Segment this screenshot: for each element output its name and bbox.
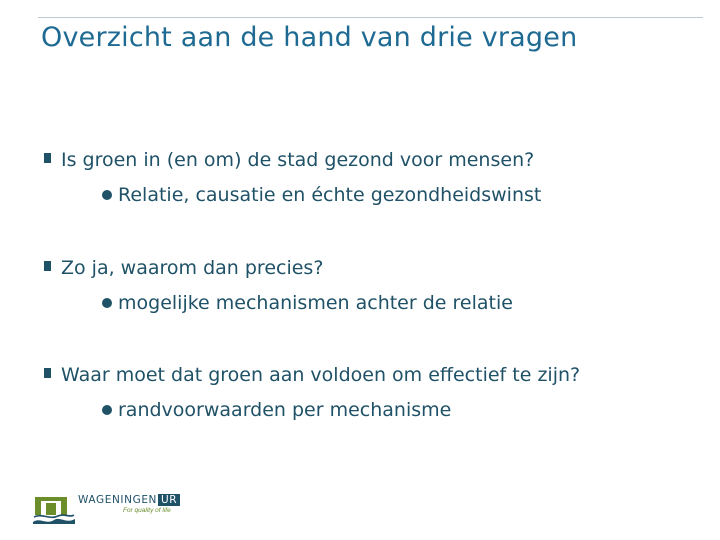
bullet-item xyxy=(44,146,704,174)
sub-bullet-item xyxy=(102,181,704,209)
square-bullet-icon xyxy=(44,261,51,271)
logo-wordmark xyxy=(76,494,220,506)
bullet-item xyxy=(44,361,704,389)
dot-bullet-icon xyxy=(102,190,112,200)
bullet-list xyxy=(44,146,704,469)
bullet-group-2 xyxy=(44,254,704,317)
sub-bullet-text: mogelijke mechanismen achter de relatie xyxy=(118,292,513,314)
logo-mark-icon xyxy=(32,493,76,525)
slide-title: Overzicht aan de hand van drie vragen xyxy=(41,22,578,53)
logo-tagline: For quality of life xyxy=(123,507,171,514)
sub-bullet-item xyxy=(102,289,704,317)
dot-bullet-icon xyxy=(102,298,112,308)
title-divider xyxy=(38,17,703,18)
sub-bullet-text: Relatie, causatie en échte gezondheidswinst xyxy=(118,184,542,206)
bullet-text: Zo ja, waarom dan precies? xyxy=(61,257,324,279)
logo-word-ur: UR xyxy=(158,494,180,506)
dot-bullet-icon xyxy=(102,405,112,415)
sub-bullet-text: randvoorwaarden per mechanisme xyxy=(118,399,452,421)
wageningen-ur-logo xyxy=(32,493,222,529)
sub-bullet-item xyxy=(102,396,704,424)
logo-word-wageningen: WAGENINGEN xyxy=(78,494,158,506)
bullet-text: Is groen in (en om) de stad gezond voor mensen? xyxy=(61,149,535,171)
bullet-group-1 xyxy=(44,146,704,209)
bullet-group-3 xyxy=(44,361,704,424)
square-bullet-icon xyxy=(44,368,51,378)
bullet-item xyxy=(44,254,704,282)
square-bullet-icon xyxy=(44,153,51,163)
bullet-text: Waar moet dat groen aan voldoen om effectief te zijn? xyxy=(61,364,581,386)
